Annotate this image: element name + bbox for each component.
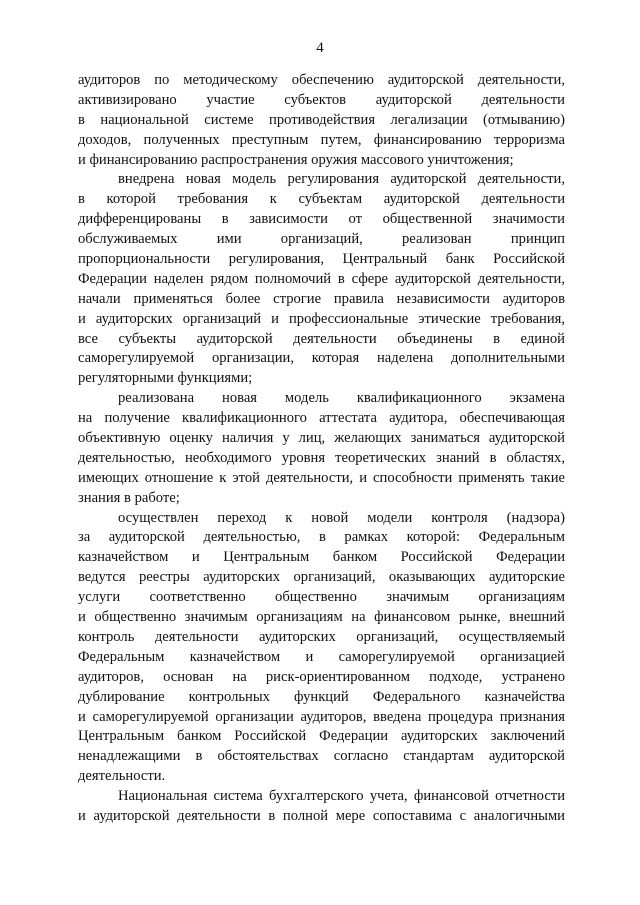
text-line: дифференцированы в зависимости от общественной значимости bbox=[78, 211, 565, 228]
text-line: пропорциональности регулирования, Центральный банк Российской bbox=[78, 251, 565, 268]
text-line: на получение квалификационного аттестата аудитора, обеспечивающая bbox=[78, 410, 565, 427]
text-line: и финансированию распространения оружия массового уничтожения; bbox=[78, 151, 514, 168]
document-body bbox=[78, 71, 565, 827]
text-line: обслуживаемых ими организаций, реализован принцип bbox=[78, 231, 565, 248]
text-line: дублирование контрольных функций Федерального казначейства bbox=[78, 688, 565, 705]
text-line: начали применяться более строгие правила независимости аудиторов bbox=[78, 290, 565, 307]
text-line: все субъекты аудиторской деятельности объединены в единой bbox=[78, 330, 565, 347]
text-line: казначейством и Центральным банком Российской Федерации bbox=[78, 549, 565, 566]
text-line: ненадлежащими в обстоятельствах согласно стандартам аудиторской bbox=[78, 748, 565, 765]
text-line: контроль деятельности аудиторских организаций, осуществляемый bbox=[78, 628, 565, 645]
text-line: внедрена новая модель регулирования аудиторской деятельности, bbox=[118, 171, 565, 188]
text-line: регуляторными функциями; bbox=[78, 370, 253, 387]
text-line: деятельности. bbox=[78, 768, 166, 785]
text-line: аудиторов, основан на риск-ориентированном подходе, устранено bbox=[78, 668, 565, 685]
text-line: в которой требования к субъектам аудиторской деятельности bbox=[78, 191, 565, 208]
text-line: активизировано участие субъектов аудиторской деятельности bbox=[78, 91, 565, 108]
page-number: 4 bbox=[316, 40, 324, 56]
text-line: и саморегулируемой организации аудиторов, введена процедура признания bbox=[78, 708, 565, 725]
text-line: осуществлен переход к новой модели контроля (надзора) bbox=[118, 509, 565, 526]
text-line: Национальная система бухгалтерского учета, финансовой отчетности bbox=[118, 788, 565, 805]
text-line: реализована новая модель квалификационного экзамена bbox=[118, 390, 565, 407]
text-line: Федеральным казначейством и саморегулируемой организацией bbox=[78, 648, 565, 665]
text-line: и аудиторской деятельности в полной мере сопоставима с аналогичными bbox=[78, 807, 565, 824]
text-line: Федерации наделен рядом полномочий в сфере аудиторской деятельности, bbox=[78, 270, 565, 287]
text-line: ведутся реестры аудиторских организаций, оказывающих аудиторские bbox=[78, 569, 565, 586]
text-line: знания в работе; bbox=[78, 489, 180, 506]
text-line: и общественно значимым организациям на финансовом рынке, внешний bbox=[78, 609, 565, 626]
text-line: услуги соответственно общественно значимым организациям bbox=[78, 589, 565, 606]
text-line: за аудиторской деятельностью, в рамках которой: Федеральным bbox=[78, 529, 565, 546]
text-line: объективную оценку наличия у лиц, желающих заниматься аудиторской bbox=[78, 430, 565, 447]
text-line: деятельностью, необходимого уровня теоретических знаний в областях, bbox=[78, 449, 565, 466]
text-line: доходов, полученных преступным путем, финансированию терроризма bbox=[78, 131, 565, 148]
text-line: Центральным банком Российской Федерации аудиторских заключений bbox=[78, 728, 565, 745]
text-line: в национальной системе противодействия легализации (отмыванию) bbox=[78, 111, 565, 128]
text-line: саморегулируемой организации, которая наделена дополнительными bbox=[78, 350, 565, 367]
text-line: аудиторов по методическому обеспечению аудиторской деятельности, bbox=[78, 72, 565, 88]
text-line: имеющих отношение к этой деятельности, и способности применять такие bbox=[78, 469, 565, 486]
text-line: и аудиторских организаций и профессиональные этические требования, bbox=[78, 310, 565, 327]
